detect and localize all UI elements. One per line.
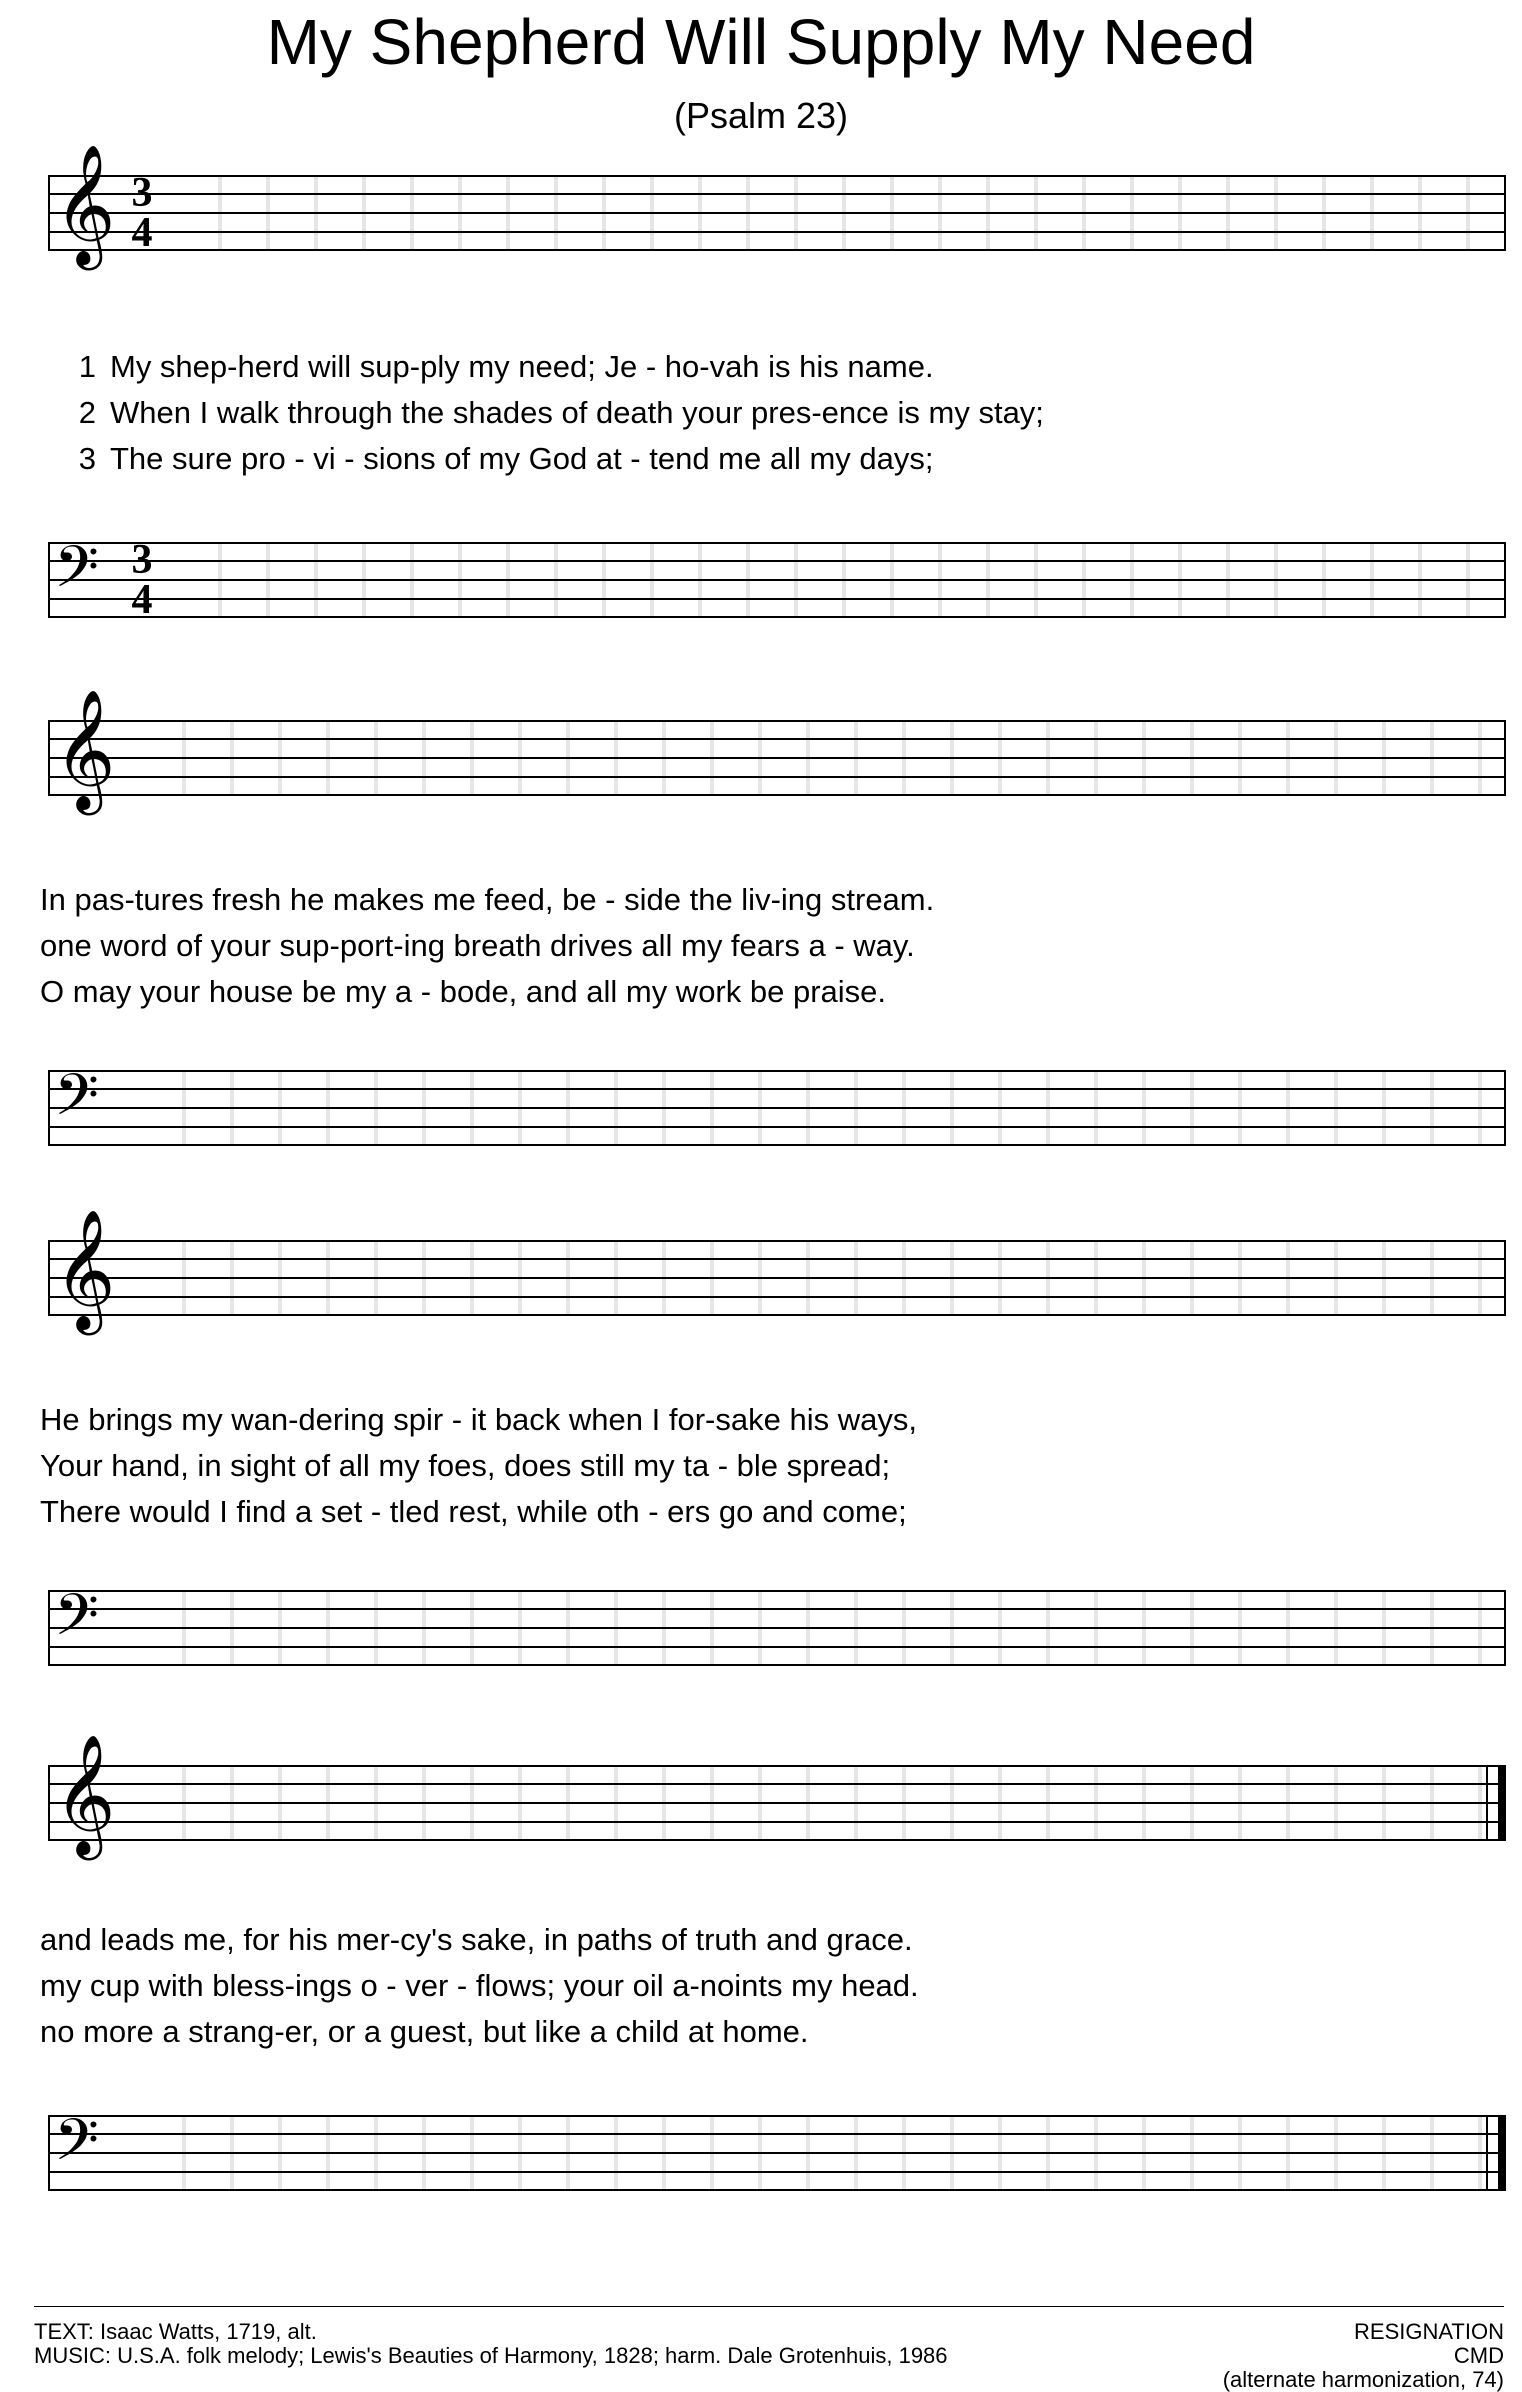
footer-rule [34,2306,1504,2307]
verse-text: When I walk through the shades of death your pres-ence is my stay; [110,395,1044,430]
verse-number: 2 [78,395,96,430]
barline [48,720,50,796]
time-signature: 3 4 [131,537,153,623]
barline [48,1590,50,1666]
final-barline [1498,1765,1506,1841]
credits [34,2320,948,2368]
verse-text: My shep-herd will sup-ply my need; Je - ho-vah is his name. [110,349,934,384]
verse-line [40,1963,1500,2009]
bass-staff-1 [48,533,1506,623]
verse-line [40,344,1500,390]
verse-line [40,1917,1500,1963]
verse-text: and leads me, for his mer-cy's sake, in paths of truth and grace. [40,1922,913,1957]
verse-text: O may your house be my a - bode, and all my work be praise. [40,974,887,1009]
tune-info [1223,2320,1504,2392]
bass-clef-icon: 𝄢 [54,1061,100,1143]
notes-placeholder [138,722,1506,794]
barline [1504,1590,1506,1666]
alternate-harmonization-note: (alternate harmonization, 74) [1222,2367,1504,2392]
bass-staff-3 [48,1581,1506,1666]
hymn-subtitle: (Psalm 23) [673,95,849,136]
verse-line [40,390,1500,436]
barline [1504,175,1506,251]
barline [48,1765,50,1841]
verse-line [40,436,1500,482]
notes-placeholder [174,544,1506,616]
notes-placeholder [138,2117,1492,2189]
verse-number: 1 [78,349,96,384]
final-barline [1498,2115,1506,2191]
bass-clef-icon: 𝄢 [54,533,100,615]
barline [1486,1765,1488,1841]
barline [48,1070,50,1146]
treble-staff-1 [48,143,1506,265]
verse-line [40,969,1500,1015]
notes-placeholder [138,1072,1506,1144]
lyrics-system-1 [40,344,1500,482]
notes-placeholder [138,1767,1492,1839]
verse-text: He brings my wan-dering spir - it back when I for-sake his ways, [40,1402,917,1437]
treble-staff-4 [48,1733,1506,1855]
barline [48,542,50,618]
barline [1504,720,1506,796]
music-credit: MUSIC: U.S.A. folk melody; Lewis's Beauties of Harmony, 1828; harm. Dale Grotenhuis, 1986 [34,2343,948,2368]
meter: CMD [1453,2343,1504,2368]
bass-staff-4 [48,2106,1506,2191]
barline [48,2115,50,2191]
bass-staff-2 [48,1061,1506,1146]
notes-placeholder [138,1592,1506,1664]
treble-clef-icon: 𝄞 [54,688,116,810]
verse-line [40,1397,1500,1443]
treble-clef-icon: 𝄞 [54,1208,116,1330]
verse-text: one word of your sup-port-ing breath drives all my fears a - way. [40,928,915,963]
barline [48,175,50,251]
verse-text: my cup with bless-ings o - ver - flows; your oil a-noints my head. [40,1968,919,2003]
barline [48,1240,50,1316]
lyrics-system-2 [40,877,1500,1015]
verse-line [40,1489,1500,1535]
lyrics-system-4 [40,1917,1500,2055]
text-credit: TEXT: Isaac Watts, 1719, alt. [34,2319,317,2344]
lyrics-system-3 [40,1397,1500,1535]
verse-line [40,1443,1500,1489]
verse-line [40,923,1500,969]
verse-text: Your hand, in sight of all my foes, does still my ta - ble spread; [40,1448,891,1483]
verse-text: In pas-tures fresh he makes me feed, be - side the liv-ing stream. [40,882,935,917]
notes-placeholder [174,177,1506,249]
verse-text: The sure pro - vi - sions of my God at - tend me all my days; [110,441,934,476]
tune-name: RESIGNATION [1354,2319,1504,2344]
verse-text: no more a strang-er, or a guest, but like a child at home. [40,2014,809,2049]
barline [1486,2115,1488,2191]
barline [1504,1070,1506,1146]
treble-staff-3 [48,1208,1506,1330]
verse-line [40,877,1500,923]
notes-placeholder [138,1242,1506,1314]
barline [1504,1240,1506,1316]
treble-staff-2 [48,688,1506,810]
hymn-title: My Shepherd Will Supply My Need [266,6,1256,78]
time-signature: 3 4 [131,170,153,256]
barline [1504,542,1506,618]
verse-number: 3 [78,441,96,476]
bass-clef-icon: 𝄢 [54,2106,100,2188]
verse-line [40,2009,1500,2055]
verse-text: There would I find a set - tled rest, while oth - ers go and come; [40,1494,907,1529]
bass-clef-icon: 𝄢 [54,1581,100,1663]
treble-clef-icon: 𝄞 [54,1733,116,1855]
treble-clef-icon: 𝄞 [54,143,116,265]
